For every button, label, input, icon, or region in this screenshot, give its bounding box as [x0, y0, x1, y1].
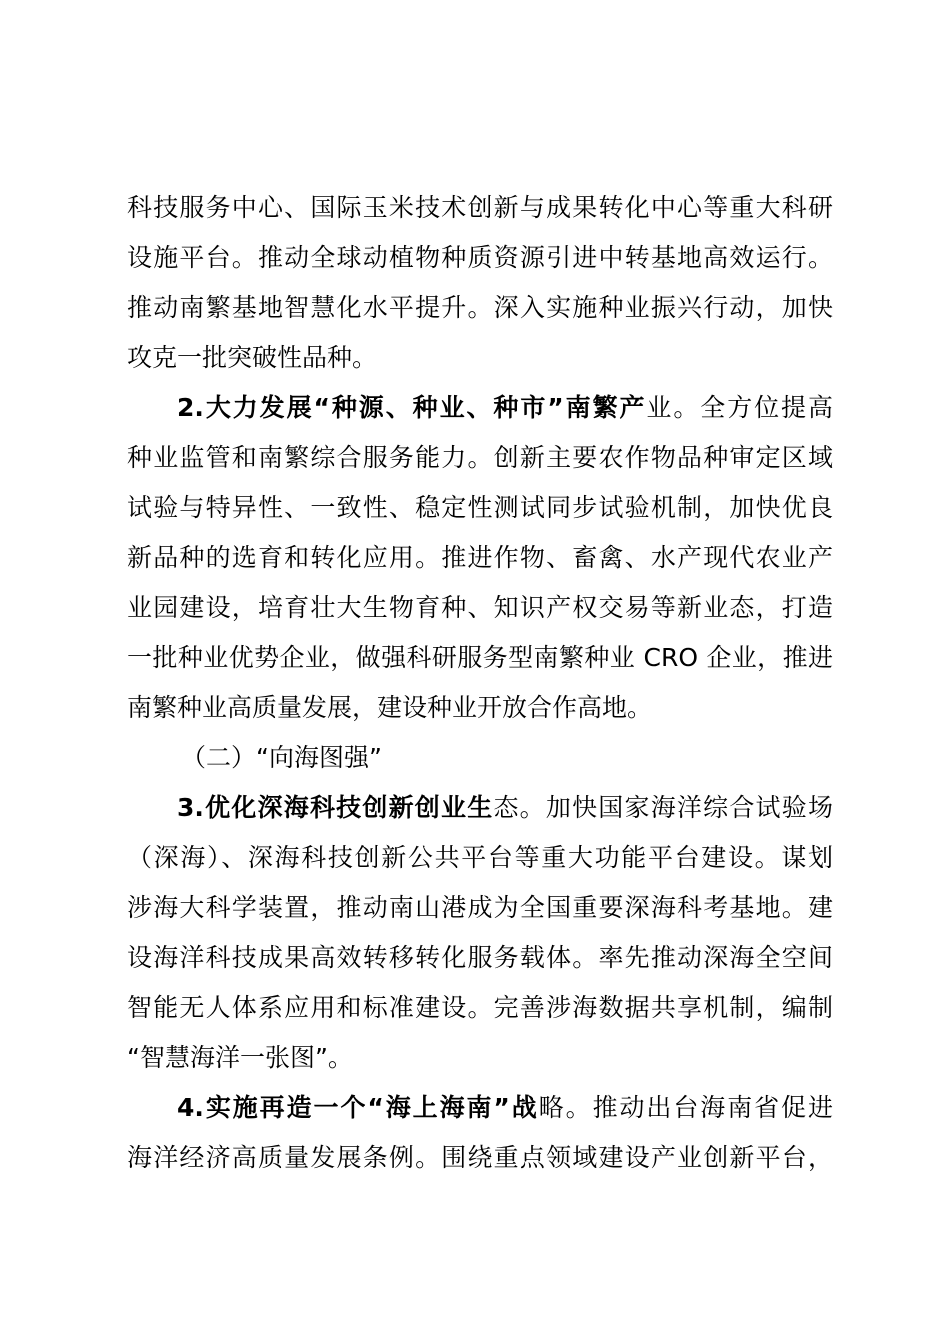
text-line: 新品种的选育和转化应用。推进作物、畜禽、水产现代农业产 — [127, 543, 833, 572]
text-line: 业园建设，培育壮大生物育种、知识产权交易等新业态，打造 — [127, 593, 833, 622]
text-line: 智能无人体系应用和标准建设。完善涉海数据共享机制，编制 — [127, 993, 833, 1022]
paragraph-heading-bold: 4.实施再造一个“海上海南”战 — [177, 1093, 539, 1122]
text-line: （深海）、深海科技创新公共平台等重大功能平台建设。谋划 — [127, 843, 833, 872]
text-line: 设施平台。推动全球动植物种质资源引进中转基地高效运行。 — [127, 243, 833, 272]
paragraph-text: 业。全方位提高 — [646, 393, 833, 422]
paragraph-text: 略。推动出台海南省促进 — [538, 1093, 833, 1122]
text-line: 种业监管和南繁综合服务能力。创新主要农作物品种审定区域 — [127, 443, 833, 472]
text-line: 试验与特异性、一致性、稳定性测试同步试验机制，加快优良 — [127, 493, 833, 522]
paragraph-heading-bold: 2.大力发展“种源、种业、种市”南繁产 — [177, 393, 647, 422]
paragraph-heading-bold: 3.优化深海科技创新创业生 — [177, 793, 494, 822]
text-line: 南繁种业高质量发展，建设种业开放合作高地。 — [127, 693, 653, 722]
paragraph-text: 态。加快国家海洋综合试验场 — [493, 793, 833, 822]
text-line: “智慧海洋一张图”。 — [127, 1043, 353, 1072]
text-line: 攻克一批突破性品种。 — [127, 343, 378, 372]
text-line: 设海洋科技成果高效转移转化服务载体。率先推动深海全空间 — [127, 943, 833, 972]
text-line: 涉海大科学装置，推动南山港成为全国重要深海科考基地。建 — [127, 893, 833, 922]
section-heading: （二）“向海图强” — [181, 743, 382, 772]
paragraph-lead-line — [177, 1093, 833, 1123]
paragraph-lead-line — [177, 393, 833, 423]
text-line: 科技服务中心、国际玉米技术创新与成果转化中心等重大科研 — [127, 193, 833, 222]
paragraph-lead-line — [177, 793, 833, 823]
text-line: 一批种业优势企业，做强科研服务型南繁种业 CRO 企业，推进 — [127, 643, 833, 672]
text-line: 推动南繁基地智慧化水平提升。深入实施种业振兴行动，加快 — [127, 293, 833, 322]
text-line: 海洋经济高质量发展条例。围绕重点领域建设产业创新平台， — [127, 1143, 833, 1172]
